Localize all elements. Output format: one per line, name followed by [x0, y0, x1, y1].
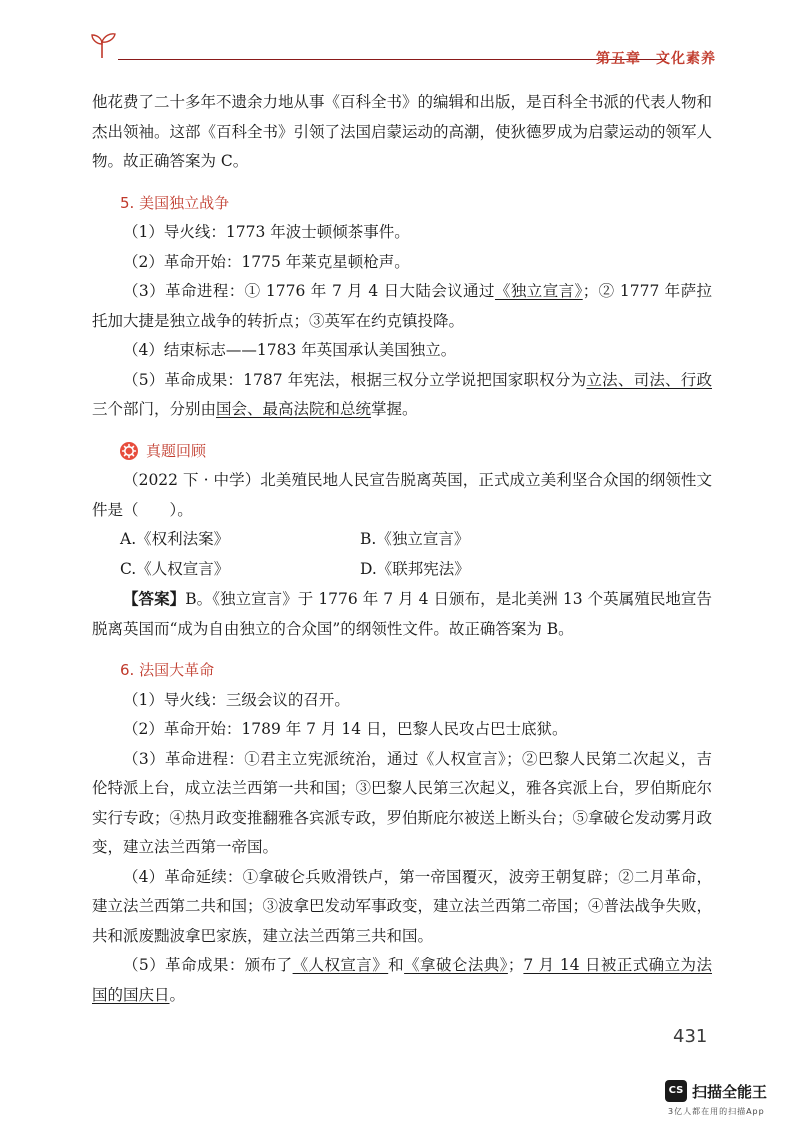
underlined-text: 7 月 14 日被正式确立为法国的国庆日: [92, 956, 712, 1004]
sprout-icon: [88, 30, 122, 60]
list-item: [92, 745, 712, 863]
watermark-tagline: 3亿人都在用的扫描App: [668, 1107, 765, 1116]
review-title: 真题回顾: [146, 441, 207, 460]
answer-label: 【答案】: [123, 589, 186, 608]
underlined-text: 《拿破仑法典》: [404, 956, 508, 974]
text-segment: ；② 1777 年萨拉托加大捷是独立战争的转折点；③英军在约克镇投降。: [92, 282, 712, 330]
option-c: C.《人权宣言》: [120, 559, 230, 578]
gear-icon: [120, 442, 138, 460]
text-segment: 。: [169, 985, 186, 1004]
underlined-text: 立法、司法、行政: [586, 370, 712, 389]
text-segment: （2）革命开始：1789 年 7 月 14 日，巴黎人民攻占巴士底狱。: [123, 720, 568, 738]
text-segment: 掌握。: [371, 400, 418, 418]
text-segment: 三个部门，分别由: [92, 400, 217, 418]
section-title-french-revolution: 6. 法国大革命: [120, 661, 215, 679]
intro-paragraph: [92, 88, 712, 177]
review-answer: [92, 584, 712, 644]
text-segment: （5）革命成果：1787 年宪法，根据三权分立学说把国家职权分为: [123, 370, 587, 389]
option-b: B.《独立宣言》: [360, 530, 470, 548]
page-header: [88, 30, 716, 70]
list-item: [92, 686, 712, 716]
text-segment: （1）导火线：1773 年波士顿倾茶事件。: [123, 223, 410, 241]
list-item: [92, 366, 712, 425]
chapter-title: 第五章 文化素养: [596, 51, 716, 67]
list-item: [92, 951, 712, 1010]
page-number: 431: [673, 1026, 708, 1047]
underlined-text: 国会、最高法院和总统: [216, 400, 372, 418]
review-question: （2022 下 · 中学）北美殖民地人民宣告脱离英国，正式成立美利坚合众国的纲领性文件是（ ）。: [92, 471, 712, 519]
text-segment: 和: [388, 956, 405, 974]
option-d: D.《联邦宪法》: [360, 559, 470, 578]
list-item: [92, 277, 712, 336]
underlined-text: 《人权宣言》: [292, 956, 389, 974]
camscanner-logo-icon: CS: [665, 1080, 687, 1102]
answer-text: B。《独立宣言》于 1776 年 7 月 4 日颁布，是北美洲 13 个英属殖民地宣告脱离英国而“成为自由独立的合众国”的纲领性文件。故正确答案为 B。: [92, 590, 712, 638]
text-segment: （3）革命进程：①君主立宪派统治，通过《人权宣言》；②巴黎人民第二次起义，吉伦特派上台，成立法兰西第一共和国；③巴黎人民第三次起义，雅各宾派上台，罗伯斯庇尔实行专政；④热月政变推翻雅各宾派专政，罗伯斯庇尔被送上断头台；⑤拿破仑发动雾月政变，建立法兰西第一帝国。: [92, 749, 713, 856]
list-item: [92, 336, 712, 366]
text-segment: （2）革命开始：1775 年莱克星顿枪声。: [123, 252, 410, 271]
list-item: [92, 863, 712, 952]
list-item: [92, 248, 712, 278]
text-segment: ；: [507, 956, 524, 974]
review-header: [92, 437, 712, 467]
answer-options: [92, 525, 712, 584]
header-rule: [118, 59, 666, 60]
section-title-us-independence: 5. 美国独立战争: [120, 193, 230, 212]
text-segment: 他花费了二十多年不遗余力地从事《百科全书》的编辑和出版，是百科全书派的代表人物和杰出领袖。这部《百科全书》引领了法国启蒙运动的高潮，使狄德罗成为启蒙运动的领军人物。故正确答案为 C。: [92, 93, 713, 170]
option-a: A.《权利法案》: [120, 530, 230, 548]
text-segment: （5）革命成果：颁布了: [123, 956, 293, 974]
watermark-name: 扫描全能王: [692, 1083, 768, 1101]
text-segment: （4）革命延续：①拿破仑兵败滑铁卢，第一帝国覆灭，波旁王朝复辟；②二月革命，建立法兰西第二共和国；③波拿巴发动军事政变，建立法兰西第二帝国；④普法战争失败，共和派废黜波拿巴家族，建立法兰西第三共和国。: [92, 867, 713, 945]
underlined-text: 《独立宣言》: [494, 282, 583, 300]
list-item: [92, 715, 712, 745]
page-content: [92, 88, 712, 1010]
text-segment: （1）导火线：三级会议的召开。: [123, 690, 350, 709]
text-segment: （4）结束标志——1783 年英国承认美国独立。: [123, 341, 457, 359]
list-item: [92, 218, 712, 248]
text-segment: （3）革命进程：① 1776 年 7 月 4 日大陆会议通过: [123, 282, 495, 300]
scanner-watermark: [665, 1080, 795, 1120]
